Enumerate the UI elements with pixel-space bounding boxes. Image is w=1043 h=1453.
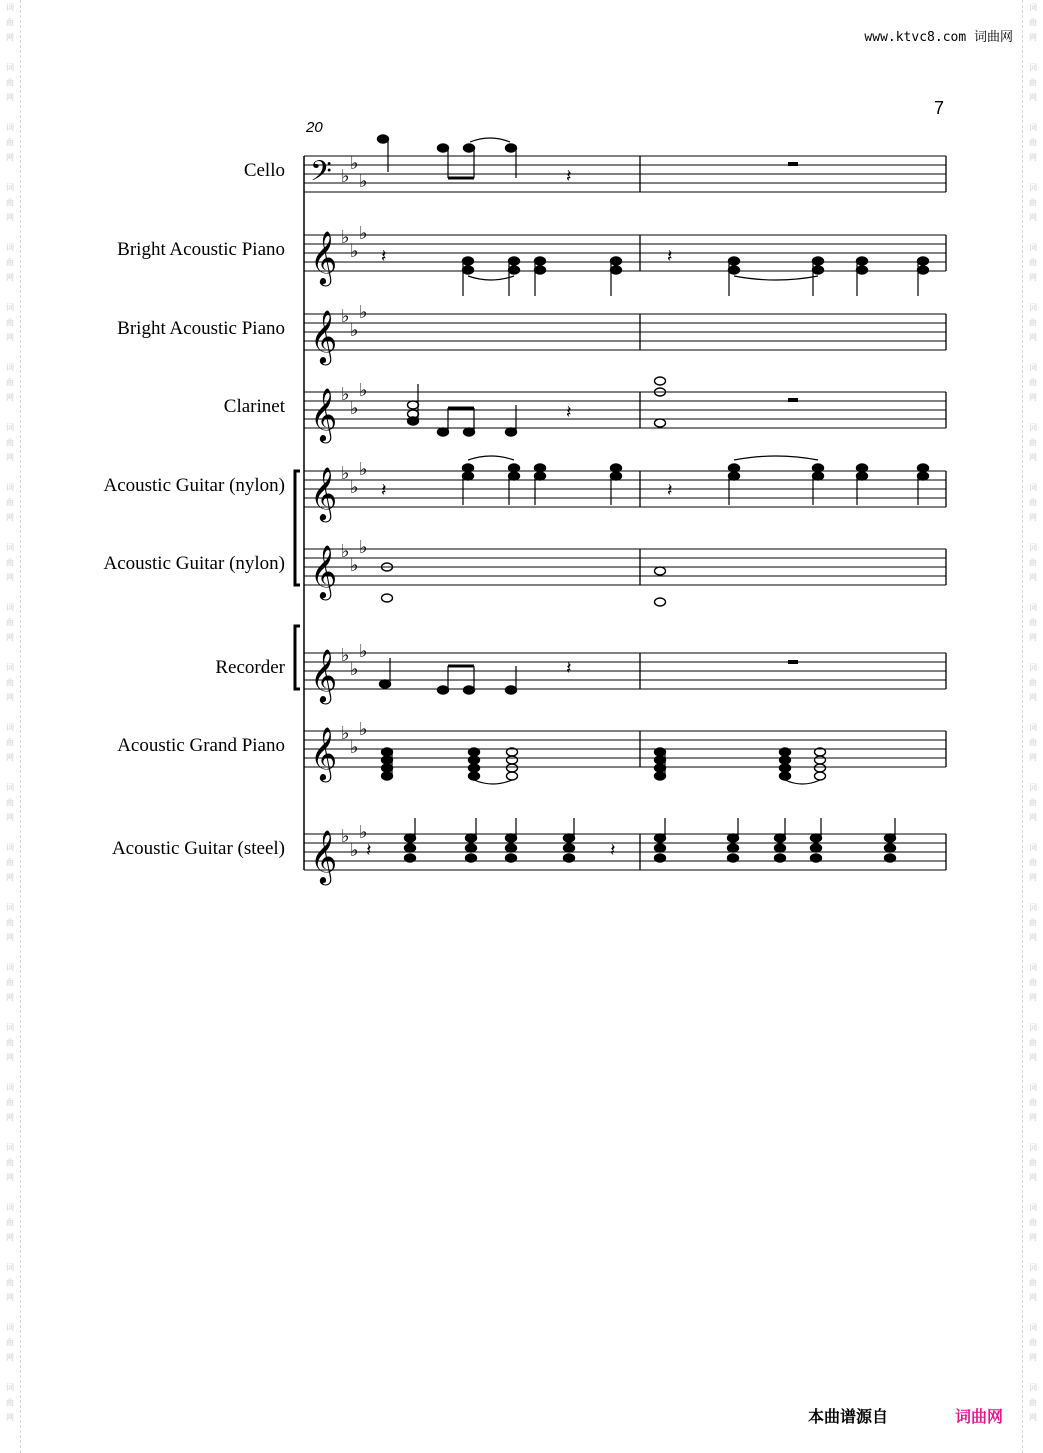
tie [470,138,510,142]
watermark-text: 词 曲 网 [6,963,14,1002]
notehead [813,257,824,265]
notehead [469,748,480,756]
notehead [775,854,786,862]
flat-sign: ♭ [350,659,359,680]
notehead [811,834,822,842]
notehead [507,764,518,772]
watermark-text: 词 曲 网 [1029,3,1037,42]
footer-site-link[interactable]: 词曲网 [955,1407,1004,1426]
watermark-text: 词 曲 网 [6,1383,14,1422]
flat-sign: ♭ [341,306,350,327]
watermark-text: 词 曲 网 [1029,183,1037,222]
notehead [509,464,520,472]
bass-clef: 𝄢 [310,155,332,195]
rest: 𝄽 [566,402,572,423]
flat-sign: ♭ [359,380,368,401]
instrument-label-nylon-guitar-1: Acoustic Guitar (nylon) [103,475,285,496]
notehead [509,472,520,480]
instrument-label-steel-guitar: Acoustic Guitar (steel) [111,838,285,859]
notehead [780,748,791,756]
watermark-text: 词 曲 网 [1029,783,1037,822]
notehead [813,266,824,274]
notehead [506,854,517,862]
notehead [506,834,517,842]
watermark-text: 词 曲 网 [1029,63,1037,102]
flat-sign: ♭ [350,320,359,341]
flat-sign: ♭ [350,477,359,498]
flat-sign: ♭ [341,541,350,562]
notehead [729,472,740,480]
treble-clef: 𝄞 [310,387,338,441]
notehead [438,144,449,152]
notehead [655,756,666,764]
notehead [857,257,868,265]
notehead [885,834,896,842]
notehead [382,594,393,602]
watermark-text: 词 曲 网 [6,123,14,162]
flat-sign: ♭ [350,555,359,576]
rest: 𝄽 [667,246,673,267]
staff-bracket [295,471,300,585]
instrument-label-grand-piano: Acoustic Grand Piano [117,735,285,756]
notehead [611,472,622,480]
instrument-label-bright-piano-2: Bright Acoustic Piano [117,318,285,339]
notehead [611,257,622,265]
notehead [775,834,786,842]
watermark-text: 词 曲 网 [6,63,14,102]
notehead [813,464,824,472]
instrument-label-recorder: Recorder [215,657,285,678]
tie [734,276,818,280]
flat-sign: ♭ [359,719,368,740]
watermark-text: 词 曲 网 [1029,1263,1037,1302]
notehead [466,854,477,862]
watermark-text: 词 曲 网 [6,783,14,822]
notehead [857,472,868,480]
notehead [655,844,666,852]
notehead [535,472,546,480]
notehead [464,144,475,152]
notehead [728,844,739,852]
notehead [469,756,480,764]
watermark-text: 词 曲 网 [6,603,14,642]
watermark-text: 词 曲 网 [6,1023,14,1062]
notehead [509,257,520,265]
whole-rest [788,398,798,402]
notehead [728,854,739,862]
treble-clef: 𝄞 [310,544,338,598]
tie [468,456,514,460]
notehead [815,764,826,772]
instrument-label-nylon-guitar-2: Acoustic Guitar (nylon) [103,553,285,574]
notehead [885,844,896,852]
flat-sign: ♭ [350,840,359,861]
footer-source-label: 本曲谱源自 [808,1407,889,1426]
notehead [405,844,416,852]
notehead [885,854,896,862]
watermark-text: 词 曲 网 [1029,303,1037,342]
watermark-text: 词 曲 网 [6,663,14,702]
notehead [405,854,416,862]
notehead [509,266,520,274]
watermark-text: 词 曲 网 [1029,363,1037,402]
watermark-text: 词 曲 网 [6,1143,14,1182]
watermark-text: 词 曲 网 [1029,843,1037,882]
notehead [463,472,474,480]
rest: 𝄽 [610,840,616,861]
watermark-text: 词 曲 网 [6,363,14,402]
instrument-label-bright-piano-1: Bright Acoustic Piano [117,239,285,260]
instrument-label-clarinet: Clarinet [223,396,285,417]
notehead [408,417,419,425]
flat-sign: ♭ [341,166,350,187]
tie [734,456,818,460]
notehead [464,428,475,436]
watermark-text: 词 曲 网 [1029,123,1037,162]
watermark-text: 词 曲 网 [1029,1203,1037,1242]
notehead [729,464,740,472]
notehead [466,844,477,852]
flat-sign: ♭ [350,398,359,419]
notehead [535,257,546,265]
notehead [463,257,474,265]
flat-sign: ♭ [341,826,350,847]
notehead [438,686,449,694]
notehead [918,266,929,274]
flat-sign: ♭ [359,302,368,323]
notehead [463,464,474,472]
watermark-text: 词 曲 网 [1029,663,1037,702]
watermark-text: 词 曲 网 [6,243,14,282]
notehead [815,772,826,780]
flat-sign: ♭ [359,171,368,192]
notehead [655,419,666,427]
watermark-text: 词 曲 网 [1029,1023,1037,1062]
flat-sign: ♭ [341,645,350,666]
watermark-text: 词 曲 网 [6,303,14,342]
rest: 𝄽 [667,480,673,501]
notehead [813,472,824,480]
notehead [564,854,575,862]
tie [474,780,512,784]
flat-sign: ♭ [341,227,350,248]
watermark-text: 词 曲 网 [1029,423,1037,462]
watermark-text: 词 曲 网 [6,1323,14,1362]
notehead [780,756,791,764]
notehead [655,764,666,772]
watermark-text: 词 曲 网 [1029,543,1037,582]
notehead [382,748,393,756]
tie [468,276,514,280]
watermark-text: 词 曲 网 [1029,903,1037,942]
flat-sign: ♭ [359,537,368,558]
notehead [729,266,740,274]
watermark-text: 词 曲 网 [6,1083,14,1122]
notehead [507,756,518,764]
notehead [775,844,786,852]
watermark-text: 词 曲 网 [6,483,14,522]
notehead [655,748,666,756]
watermark-text: 词 曲 网 [6,3,14,42]
notehead [469,772,480,780]
flat-sign: ♭ [359,641,368,662]
whole-rest [788,162,798,166]
watermark-text: 词 曲 网 [1029,963,1037,1002]
notehead [382,756,393,764]
notehead [535,464,546,472]
instrument-label-cello: Cello [243,160,285,181]
watermark-text: 词 曲 网 [6,723,14,762]
rest: 𝄽 [566,166,572,187]
watermark-text: 词 曲 网 [6,183,14,222]
notehead [469,764,480,772]
notehead [463,266,474,274]
notehead [507,772,518,780]
notehead [918,472,929,480]
notehead [466,834,477,842]
watermark-text: 词 曲 网 [1029,1083,1037,1122]
notehead [655,377,666,385]
rest: 𝄽 [566,658,572,679]
rest: 𝄽 [366,840,372,861]
notehead [405,834,416,842]
notehead [729,257,740,265]
watermark-text: 词 曲 网 [6,1263,14,1302]
flat-sign: ♭ [341,384,350,405]
rest: 𝄽 [381,480,387,501]
tie [785,780,820,784]
flat-sign: ♭ [341,723,350,744]
flat-sign: ♭ [359,223,368,244]
watermark-text: 词 曲 网 [6,543,14,582]
flat-sign: ♭ [359,822,368,843]
clefs [310,153,368,885]
notehead [655,598,666,606]
flat-sign: ♭ [341,463,350,484]
notehead [611,464,622,472]
notehead [728,834,739,842]
notehead [506,144,517,152]
flat-sign: ♭ [350,737,359,758]
notehead [378,135,389,143]
rest: 𝄽 [381,246,387,267]
notehead [438,428,449,436]
treble-clef: 𝄞 [310,726,338,780]
watermark-text: 词 曲 网 [1029,483,1037,522]
treble-clef: 𝄞 [310,829,338,883]
notehead [564,844,575,852]
flat-sign: ♭ [350,153,359,174]
notehead [564,834,575,842]
notehead [506,428,517,436]
header-site[interactable]: www.ktvc8.com 词曲网 [864,30,1013,45]
notehead [655,854,666,862]
notehead [655,834,666,842]
notehead [382,772,393,780]
treble-clef: 𝄞 [310,466,338,520]
watermark-text: 词 曲 网 [1029,243,1037,282]
notehead [506,686,517,694]
notehead [780,764,791,772]
whole-rest [788,660,798,664]
watermark-text: 词 曲 网 [6,843,14,882]
notehead [382,764,393,772]
notehead [464,686,475,694]
treble-clef: 𝄞 [310,648,338,702]
notehead [811,844,822,852]
notehead [918,257,929,265]
watermark-text: 词 曲 网 [1029,1383,1037,1422]
watermark-text: 词 曲 网 [6,903,14,942]
watermark-text: 词 曲 网 [1029,723,1037,762]
flat-sign: ♭ [350,241,359,262]
notehead [857,464,868,472]
notehead [506,844,517,852]
notehead [611,266,622,274]
notehead [380,680,391,688]
notehead [535,266,546,274]
flat-sign: ♭ [359,459,368,480]
notehead [655,772,666,780]
measure-number: 20 [306,119,323,136]
watermark-text: 词 曲 网 [6,423,14,462]
watermark-text: 词 曲 网 [1029,1323,1037,1362]
notehead [918,464,929,472]
notehead [815,756,826,764]
staff-bracket [295,626,300,689]
notehead [811,854,822,862]
treble-clef: 𝄞 [310,230,338,284]
watermark-text: 词 曲 网 [1029,603,1037,642]
treble-clef: 𝄞 [310,309,338,363]
watermark-text: 词 曲 网 [6,1203,14,1242]
notehead [780,772,791,780]
notehead [655,567,666,575]
notehead [857,266,868,274]
page-number: 7 [934,98,945,118]
notehead [408,401,419,409]
watermark-text: 词 曲 网 [1029,1143,1037,1182]
